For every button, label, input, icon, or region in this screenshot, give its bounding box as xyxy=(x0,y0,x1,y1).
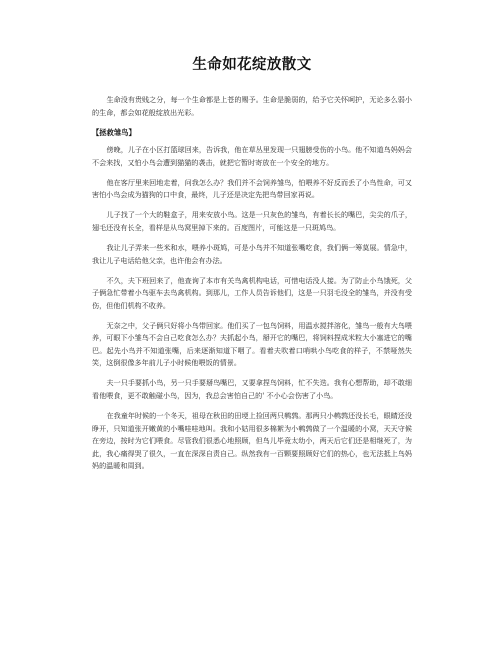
body-paragraph-8: 在我童年时候的一个冬天，祖母在秋田的田埂上捡回两只鹌鹑。那两只小鹌鹑还没长毛，眼睛还没睁开，只知道张开嫩黄的小嘴哇哇地叫。我和小姑用很多棉絮为小鹌鹑做了一个温暖的小窝，天天守候在旁边，按时为它们喂食。尽管我们很悉心地照顾，但鸟儿毕竟太幼小，两天后它们还是相继死了，为此，我心痛得哭了很久，一直在深深自责自己。纵然我有一百颗要照顾好它们的热心，也无法抵上鸟妈妈的温暖和周到。 xyxy=(92,411,412,471)
intro-paragraph: 生命没有贵贱之分，每一个生命都是上苍的赐予。生命是脆弱的，给予它关怀呵护，无论多么弱小的生命，都会如花般绽放出光彩。 xyxy=(92,95,412,117)
section-heading: 【拯救雏鸟】 xyxy=(92,128,136,138)
body-paragraph-4: 我让儿子弄来一些米和水，喂养小斑鸠，可是小鸟并不知道张嘴吃食，我们俩一筹莫展。情急中，我让儿子电话给他父亲，也许他会有办法。 xyxy=(92,242,412,265)
document-page xyxy=(92,56,412,473)
body-paragraph-6: 无奈之中，父子俩只好将小鸟带回家。他们买了一包鸟饲料，用温水搅拌溶化，雏鸟一般有大鸟喂养，可眼下小雏鸟不会自己吃食怎么办？夫抓起小鸟，掰开它的嘴巴，将饲料捏成米粒大小塞进它的嘴巴。起先小鸟并不知道张嘴，后来逐渐知道下咽了。看着夫吹着口哨哄小鸟吃食的样子，不禁哑然失笑，这倒很像多年前儿子小时候他喂饭的情景。 xyxy=(92,320,412,368)
body-paragraph-1: 傍晚，儿子在小区打篮球回来，告诉我，他在草丛里发现一只翅膀受伤的小鸟。他不知道鸟妈妈会不会来找，又怕小鸟会遭到猫猫的袭击，就把它暂时寄放在一个安全的地方。 xyxy=(92,145,412,167)
body-paragraph-2: 他在客厅里来回地走着，问我怎么办？我们并不会饲养雏鸟，怕喂养不好反而丢了小鸟性命，可又害怕小鸟会成为猫狗的口中食，最终，儿子还是决定先把鸟带回家再说。 xyxy=(92,177,412,200)
body-paragraph-7: 夫一只手要抓小鸟，另一只手要掰鸟嘴巴，又要拿捏鸟饲料，忙不失迭。我有心想帮助，却不敢细看他喂食，更不敢触碰小鸟，因为，我总会害怕自己的' 不小心会伤害了小鸟。 xyxy=(92,378,412,401)
body-paragraph-5: 不久，夫下班回来了，他查询了本市有关鸟禽机构电话，可惜电话没人接。为了防止小鸟饿死，父子俩急忙带着小鸟驱车去鸟禽机构。到那儿，工作人员告诉他们，这是一只羽毛没全的雏鸟，并没有受伤，但他们机构不收养。 xyxy=(92,275,412,310)
document-title: 生命如花绽放散文 xyxy=(192,57,312,73)
body-paragraph-3: 儿子找了一个大的鞋盒子，用来安放小鸟。这是一只灰色的雏鸟，有着长长的嘴巴，尖尖的爪子，翅毛还没有长全，看样是从鸟窝里掉下来的。百度图片，可能这是一只斑鸠鸟。 xyxy=(92,210,412,232)
